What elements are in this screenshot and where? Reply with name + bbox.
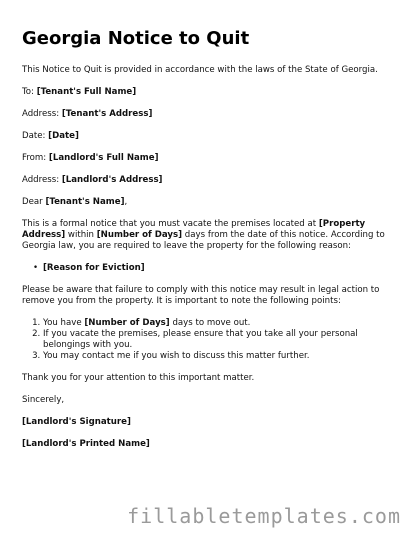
- document-title: Georgia Notice to Quit: [22, 28, 250, 49]
- notice-text-2: within: [65, 230, 97, 240]
- reason-list-item: [33, 263, 398, 274]
- point-1-post: days to move out.: [169, 318, 251, 328]
- landlord-address-label: Address:: [22, 175, 62, 185]
- notice-text-3: days from the date of this notice. According to Georgia law, you are required to leave the property for the following reason:: [22, 230, 385, 251]
- from-line: [22, 153, 398, 164]
- date-field: [Date]: [48, 131, 79, 141]
- point-1-days-field: [Number of Days]: [84, 318, 170, 328]
- salutation-label: Dear: [22, 197, 46, 207]
- landlord-address-field: [Landlord's Address]: [61, 175, 163, 185]
- intro-paragraph: This Notice to Quit is provided in accordance with the laws of the State of Georgia.: [22, 65, 378, 75]
- warning-paragraph: Please be aware that failure to comply with this notice may result in legal action to remove you from the property. It is important to note the following points:: [22, 285, 380, 306]
- date-line: [22, 131, 398, 142]
- printed-name-line: [22, 439, 398, 450]
- reason-list: [22, 263, 398, 274]
- salutation-line: [22, 197, 398, 208]
- salutation-comma: ,: [124, 197, 128, 207]
- to-label: To:: [22, 87, 37, 97]
- notice-text-1: This is a formal notice that you must vacate the premises located at: [22, 219, 319, 229]
- date-label: Date:: [22, 131, 49, 141]
- document-page: [22, 28, 398, 461]
- property-address-field: [Property Address]: [22, 219, 366, 240]
- point-item-3: 3. You may contact me if you wish to discuss this matter further.: [43, 351, 398, 362]
- tenant-address-label: Address:: [22, 109, 62, 119]
- landlord-name-field: [Landlord's Full Name]: [48, 153, 159, 163]
- notice-paragraph: [22, 219, 398, 252]
- landlord-address-line: [22, 175, 398, 186]
- watermark-text: fillabletemplates.com: [127, 504, 401, 528]
- from-label: From:: [22, 153, 49, 163]
- closing-line: Sincerely,: [22, 395, 65, 405]
- to-line: [22, 87, 398, 98]
- point-1-pre: You have: [43, 318, 85, 328]
- signature-line: [22, 417, 398, 428]
- tenant-address-line: [22, 109, 398, 120]
- points-list: [22, 318, 398, 362]
- number-of-days-field: [Number of Days]: [96, 230, 183, 240]
- point-item-1: [43, 318, 398, 329]
- salutation-name-field: [Tenant's Name]: [45, 197, 125, 207]
- reason-field: [Reason for Eviction]: [43, 263, 145, 273]
- tenant-name-field: [Tenant's Full Name]: [36, 87, 137, 97]
- tenant-address-field: [Tenant's Address]: [61, 109, 153, 119]
- thanks-paragraph: Thank you for your attention to this important matter.: [22, 373, 255, 383]
- signature-field: [Landlord's Signature]: [22, 417, 131, 427]
- point-item-2: 2. If you vacate the premises, please ensure that you take all your personal belongings with you.: [43, 329, 398, 351]
- printed-name-field: [Landlord's Printed Name]: [22, 439, 150, 449]
